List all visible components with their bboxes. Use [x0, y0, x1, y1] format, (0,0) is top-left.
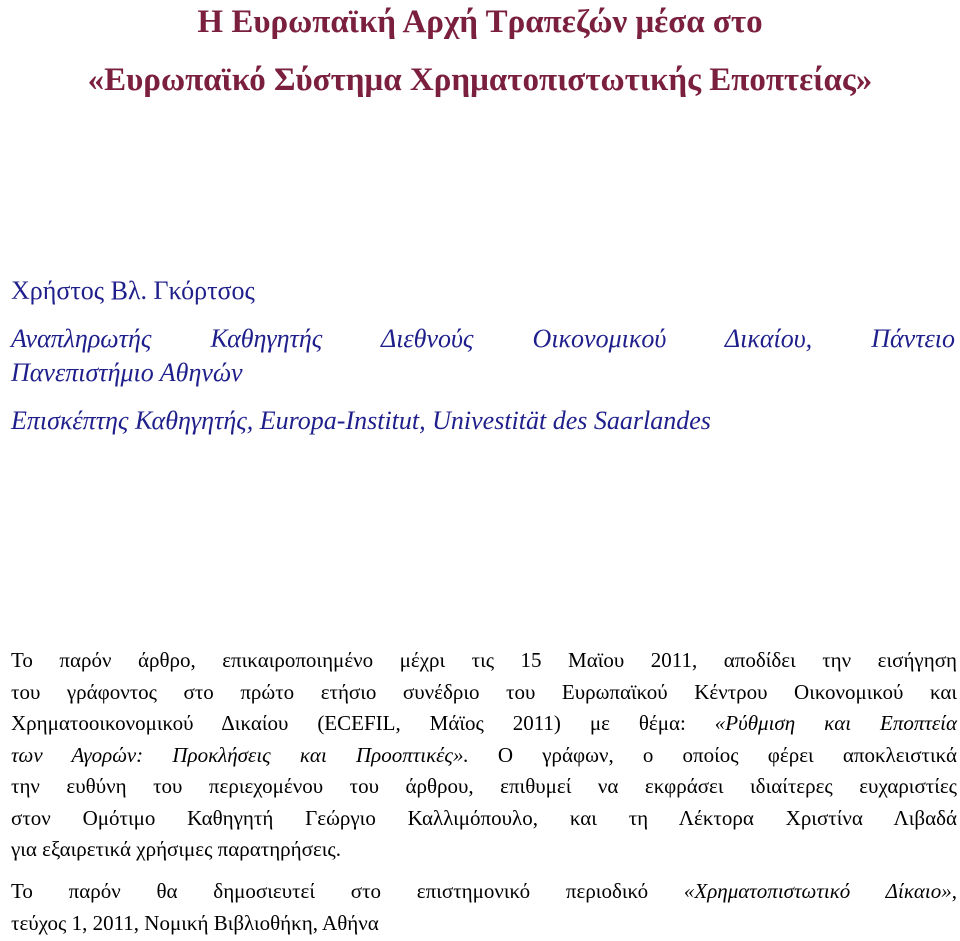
paragraph-2-line-2: τεύχος 1, 2011, Νομική Βιβλιοθήκη, Αθήνα — [11, 910, 379, 935]
paragraph-1-line-2: του γράφοντος στο πρώτο ετήσιο συνέδριο του Ευρωπαϊκού Κέντρου Οικονομικού και — [11, 679, 957, 704]
paragraph-1-line-5: την ευθύνη του περιεχομένου του άρθρου, επιθυμεί να εκφράσει ιδιαίτερες ευχαριστίες — [11, 774, 957, 798]
paragraph-1-line-3-italic: «Ρύθμιση και Εποπτεία — [714, 711, 958, 735]
paragraph-2-line-1-end: , — [951, 879, 958, 903]
paragraph-1-line-4-text: Ο γράφων, ο οποίος φέρει αποκλειστικά — [497, 742, 958, 767]
paragraph-1-line-3-text: Χρηματοοικονομικού Δικαίου (ECEFIL, Μάϊος 2011) με θέμα: — [11, 711, 686, 735]
footnote-paragraph-1 — [11, 645, 957, 866]
paragraph-2-line-1 — [11, 876, 957, 908]
paragraph-1-line-7: για εξαιρετικά χρήσιμες παρατηρήσεις. — [11, 837, 341, 861]
title-line-2: «Ευρωπαϊκό Σύστημα Χρηματοπιστωτικής Εποπτείας» — [87, 62, 873, 98]
author-affiliation-1 — [11, 322, 955, 390]
footnote-paragraph-2 — [11, 876, 957, 939]
paragraph-2-line-1-text: Το παρόν θα δημοσιευτεί στο επιστημονικό περιοδικό — [11, 879, 649, 903]
paragraph-1-line-4-italic: των Αγορών: Προκλήσεις και Προοπτικές». — [11, 742, 469, 767]
affiliation-1-line-1: Αναπληρωτής Καθηγητής Διεθνούς Οικονομικού Δικαίου, Πάντειο — [11, 324, 955, 353]
paragraph-1-line-1: Το παρόν άρθρο, επικαιροποιημένο μέχρι τις 15 Μαϊου 2011, αποδίδει την εισήγηση — [11, 648, 957, 672]
paragraph-1-line-3 — [11, 708, 957, 740]
title-line-1: Η Ευρωπαϊκή Αρχή Τραπεζών μέσα στο — [197, 4, 763, 40]
affiliation-1-line-2: Πανεπιστήμιο Αθηνών — [11, 358, 243, 387]
author-affiliation-2: Επισκέπτης Καθηγητής, Europa-Institut, Univestität des Saarlandes — [11, 406, 711, 435]
paragraph-1-line-4 — [11, 740, 957, 772]
author-name: Χρήστος Βλ. Γκόρτσος — [11, 276, 255, 305]
paragraph-1-line-6: στον Ομότιμο Καθηγητή Γεώργιο Καλλιμόπουλο, και τη Λέκτορα Χριστίνα Λιβαδά — [11, 805, 957, 830]
journal-title: «Χρηματοπιστωτικό Δίκαιο» — [683, 879, 952, 903]
